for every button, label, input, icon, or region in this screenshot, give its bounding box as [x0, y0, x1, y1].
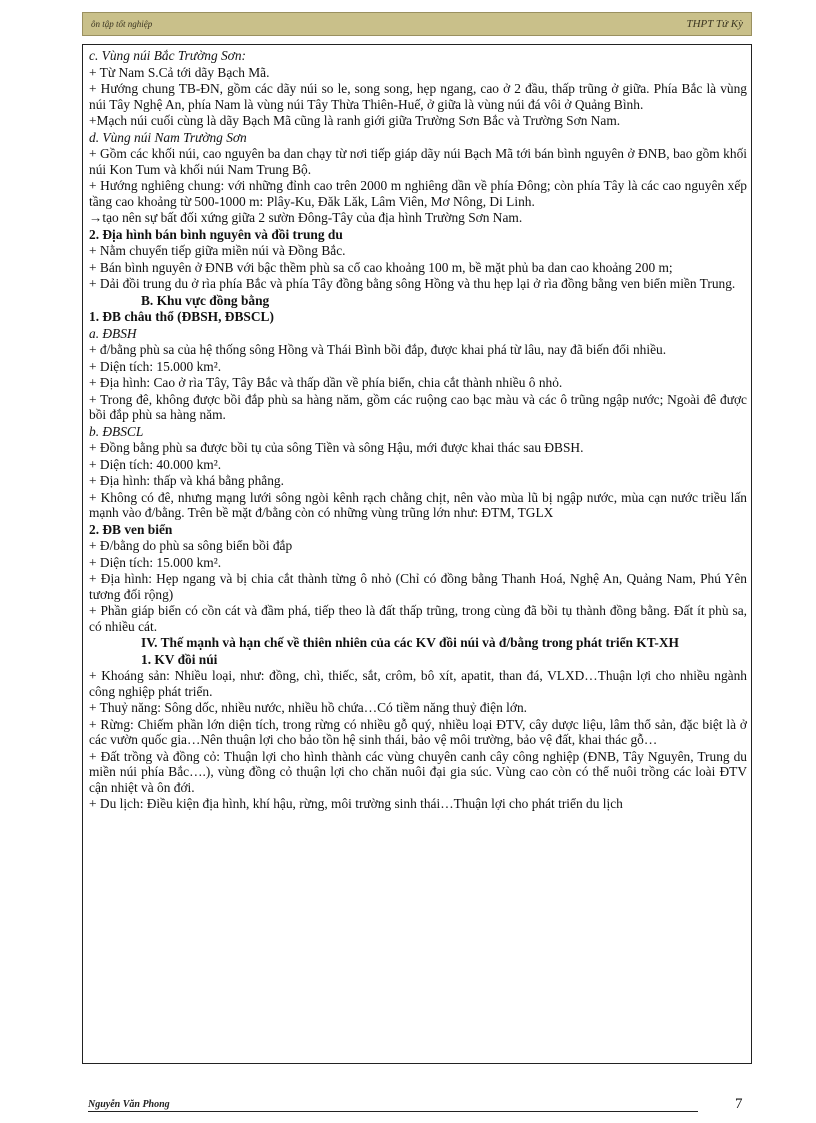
paragraph-normal: + Trong đê, không được bồi đắp phù sa hàng năm, gồm các ruộng cao bạc màu và các ô trũng ngập nước; Ngoài đê được bồi đắp phù sa hàng năm.	[89, 391, 747, 422]
paragraph-center: IV. Thế mạnh và hạn chế về thiên nhiên của các KV đồi núi và đ/bằng trong phát triển KT-XH	[141, 635, 679, 650]
paragraph-normal: + Diện tích: 15.000 km².	[89, 554, 222, 570]
document-body	[83, 45, 751, 812]
paragraph-normal: + Khoáng sản: Nhiều loại, như: đồng, chì, thiếc, sắt, crôm, bô xít, apatit, than đá, VLXD…Thuận lợi cho nhiều ngành công nghiệp phát triển.	[89, 668, 747, 699]
paragraph-normal: + Địa hình: thấp và khá bằng phẳng.	[89, 473, 284, 488]
paragraph-normal: + Bán bình nguyên ở ĐNB với bậc thềm phù sa cổ cao khoảng 100 m, bề mặt phủ ba dan cao khoảng 200 m;	[89, 259, 673, 275]
paragraph-bold: 2. ĐB ven biển	[89, 521, 173, 537]
paragraph-italic: a. ĐBSH	[89, 325, 137, 341]
paragraph-normal: + Địa hình: Hẹp ngang và bị chia cắt thành từng ô nhỏ (Chỉ có đồng bằng Thanh Hoá, Nghệ An, Quảng Nam, Phú Yên tương đối rộng)	[89, 571, 747, 602]
header-left-text: ôn tập tốt nghiệp	[91, 19, 153, 29]
content-frame	[82, 44, 752, 1064]
paragraph-center: 1. KV đồi núi	[141, 651, 218, 667]
paragraph-normal: + Diện tích: 15.000 km².	[89, 358, 222, 374]
page-header	[82, 12, 752, 36]
paragraph-normal: + Phần giáp biển có cồn cát và đầm phá, tiếp theo là đất thấp trũng, trong cùng đã bồi tụ thành đồng bằng. Đất ít phù sa, có nhiều cát.	[89, 603, 747, 634]
paragraph-normal: + Từ Nam S.Cả tới dãy Bạch Mã.	[89, 64, 270, 80]
paragraph-normal: + Gồm các khối núi, cao nguyên ba dan chạy từ nơi tiếp giáp dãy núi Bạch Mã tới bán bình nguyên ở ĐNB, bao gồm khối núi Kon Tum và khối núi Nam Trung Bộ.	[89, 146, 747, 177]
footer-divider	[88, 1111, 698, 1112]
paragraph-bold: 2. Địa hình bán bình nguyên và đồi trung du	[89, 226, 343, 242]
paragraph-normal: + Không có đê, nhưng mạng lưới sông ngòi kênh rạch chằng chịt, nên vào mùa lũ bị ngập nước, mùa cạn nước triều lấn mạnh vào đ/bằng. Trên bề mặt đ/bằng còn có những vùng trũng lớn như: ĐTM, TGLX	[89, 489, 747, 520]
paragraph-normal: +Mạch núi cuối cùng là dãy Bạch Mã cũng là ranh giới giữa Trường Sơn Bắc và Trường Sơn Nam.	[89, 113, 621, 128]
paragraph-normal: + Dải đồi trung du ở rìa phía Bắc và phía Tây đồng bằng sông Hồng và thu hẹp lại ở rìa đồng bằng ven biển miền Trung.	[89, 276, 736, 291]
paragraph-center: B. Khu vực đồng bằng	[141, 292, 270, 308]
paragraph-normal: + Diện tích: 40.000 km².	[89, 456, 222, 472]
paragraph-normal: + Đ/bằng do phù sa sông biển bồi đắp	[89, 538, 293, 553]
footer-author: Nguyễn Văn Phong	[88, 1099, 170, 1110]
header-right-text: THPT Tứ Kỳ	[686, 18, 743, 30]
paragraph-normal: + Đồng bằng phù sa được bồi tụ của sông Tiền và sông Hậu, mới được khai thác sau ĐBSH.	[89, 440, 584, 455]
paragraph-normal: + Đất trồng và đồng cỏ: Thuận lợi cho hình thành các vùng chuyên canh cây công nghiệp (ĐNB, Tây Nguyên, Trung du miền núi phía Bắc….), vùng đồng cỏ thuận lợi cho chăn nuôi đại gia súc. Vùng cao còn có thể nuôi trồng các loài ĐTV cận nhiệt và ôn đới.	[89, 748, 747, 795]
paragraph-normal: + Thuỷ năng: Sông dốc, nhiều nước, nhiều hồ chứa…Có tiềm năng thuỷ điện lớn.	[89, 700, 528, 715]
paragraph-italic: c. Vùng núi Bắc Trường Sơn:	[89, 48, 246, 63]
paragraph-bold: 1. ĐB châu thổ (ĐBSH, ĐBSCL)	[89, 309, 274, 324]
paragraph-normal: + Hướng chung TB-ĐN, gồm các dãy núi so le, song song, hẹp ngang, cao ở 2 đầu, thấp trũng ở giữa. Phía Bắc là vùng núi Tây Nghệ An, phía Nam là vùng núi Tây Thừa Thiên-Huế, ở giữa là vùng núi đá vôi ở Quảng Bình.	[89, 81, 747, 112]
paragraph-normal: + Nằm chuyển tiếp giữa miền núi và Đồng Bắc.	[89, 243, 346, 258]
page-number: 7	[735, 1096, 743, 1112]
paragraph-italic: d. Vùng núi Nam Trường Sơn	[89, 129, 247, 145]
paragraph-normal: + Hướng nghiêng chung: với những đỉnh cao trên 2000 m nghiêng dần về phía Đông; còn phía Tây là các cao nguyên xếp tầng cao khoảng từ 500-1000 m: Plây-Ku, Đăk Lăk, Lâm Viên, Mơ Nông, Di Linh.	[89, 178, 747, 209]
paragraph-normal: + Du lịch: Điều kiện địa hình, khí hậu, rừng, môi trường sinh thái…Thuận lợi cho phát triển du lịch	[89, 796, 623, 811]
paragraph-normal: + Rừng: Chiếm phần lớn diện tích, trong rừng có nhiều gỗ quý, nhiều loại ĐTV, cây dược liệu, lâm thổ sản, đặc biệt là ở các vườn quốc gia…Nên thuận lợi cho bảo tồn hệ sinh thái, bảo vệ môi trường, bảo vệ đất, khai thác gỗ…	[89, 716, 747, 747]
paragraph-normal: + Địa hình: Cao ở rìa Tây, Tây Bắc và thấp dần về phía biển, chia cắt thành nhiều ô nhỏ.	[89, 375, 563, 390]
paragraph-normal: →tạo nên sự bất đối xứng giữa 2 sườn Đông-Tây của địa hình Trường Sơn Nam.	[89, 210, 523, 225]
paragraph-normal: + đ/bằng phù sa của hệ thống sông Hồng và Thái Bình bồi đắp, được khai phá từ lâu, nay đã biến đổi nhiều.	[89, 342, 667, 357]
paragraph-italic: b. ĐBSCL	[89, 423, 144, 439]
